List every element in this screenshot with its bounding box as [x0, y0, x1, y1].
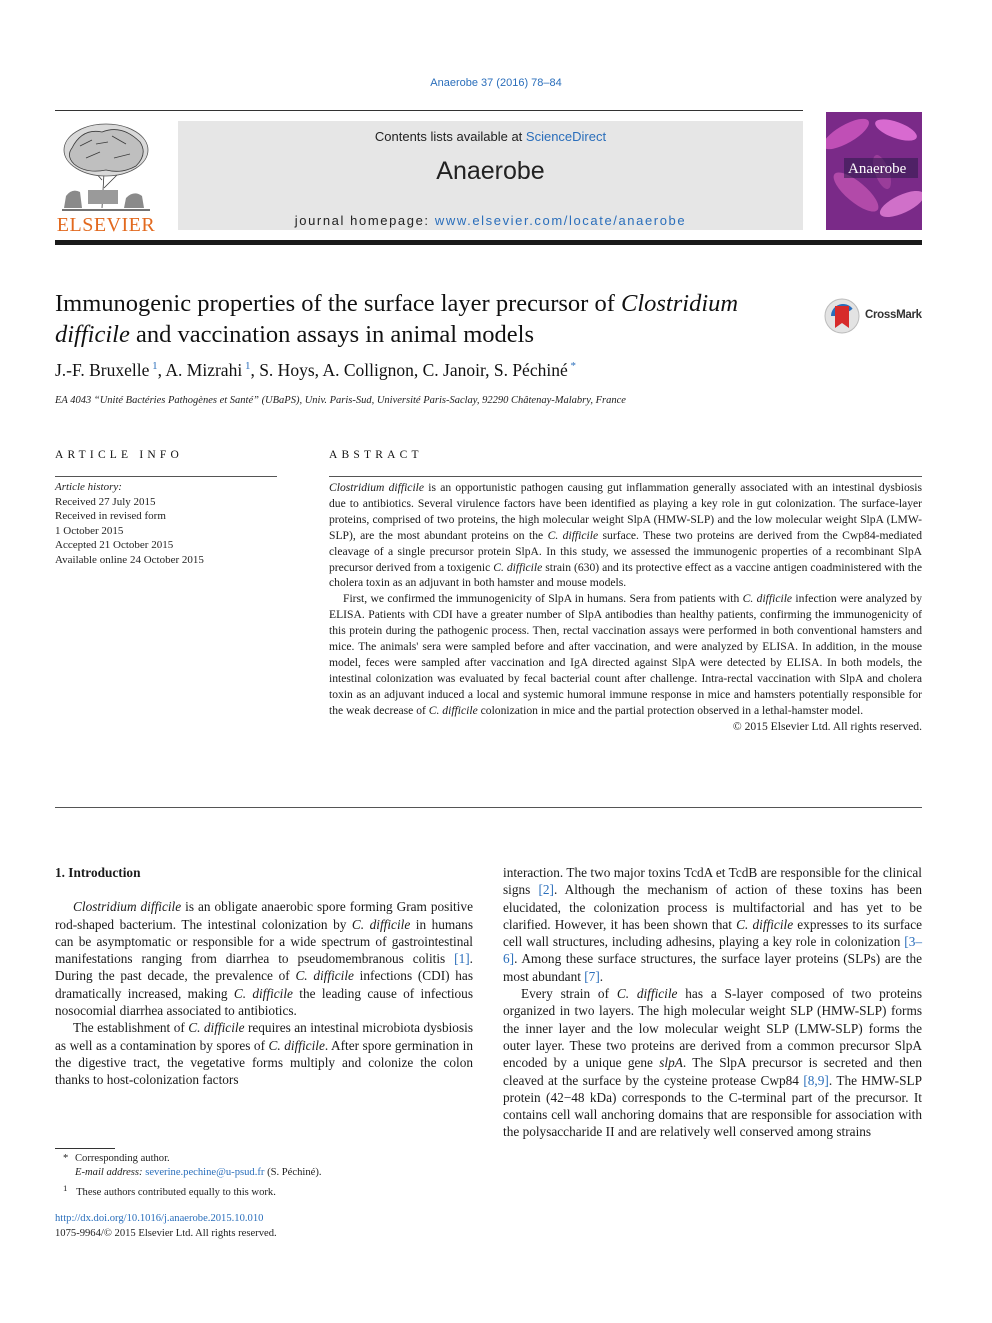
title-part-1: Immunogenic properties of the surface layer precursor of — [55, 290, 621, 317]
italic-term: C. difficile — [295, 968, 354, 984]
text-run: has a S-layer composed of two proteins organized in two layers. The high molecular weight SLP (HMW-SLP) forms the inner layer and the low molecular weight SLP (LMW-SLP) forms the outer layer. These two proteins are derived from a common precursor SlpA encoded by a unique gene — [503, 986, 922, 1071]
journal-title: Anaerobe — [436, 157, 545, 185]
footnote-email — [55, 1166, 473, 1180]
abstract-heading: ABSTRACT — [329, 449, 423, 461]
citation-link[interactable]: [1] — [454, 951, 470, 967]
intro-paragraph — [503, 864, 922, 985]
author-separator: , — [413, 360, 423, 380]
author-affiliation-mark[interactable]: 1 — [149, 360, 158, 373]
footnote-rule — [55, 1148, 115, 1149]
author-name[interactable]: A. Mizrahi — [165, 360, 243, 380]
text-run: Every strain of — [521, 986, 617, 1002]
footnote-corresponding — [55, 1152, 473, 1166]
journal-reference[interactable]: Anaerobe 37 (2016) 78–84 — [430, 77, 562, 89]
contents-prefix: Contents lists available at — [374, 129, 526, 144]
equal-mark: 1 — [63, 1182, 68, 1193]
citation-link[interactable]: [7] — [584, 968, 600, 984]
author-separator: , — [314, 360, 323, 380]
article-history — [55, 480, 277, 568]
author-name[interactable]: J.-F. Bruxelle — [55, 360, 150, 380]
section-heading: 1. Introduction — [55, 865, 141, 880]
text-run: infection were analyzed by ELISA. Patients with CDI have a greater number of SlpA antibodies than healthy patients, confirming the immunogenicity of this protein during the pathogenic process. Then, rectal vaccination assays were performed in both conventional hamsters and mice. The animals' sera were sampled before and after vaccination, and were analyzed by ELISA. In addition, in the mouse model, feces were sampled after vaccination and IgA directed against SlpA were detected by ELISA. In both models, the intestinal colonization was evaluated by fecal bacterial count after challenge. Intra-rectal vaccination with SlpA and cholera toxin as an adjuvant induced a local and systemic humoral immune response in mice and hamsters potentially responsible for the weak decrease of — [329, 592, 922, 717]
abstract-body — [329, 480, 922, 735]
italic-term: C. difficile — [493, 560, 543, 574]
italic-term: C. difficile — [742, 592, 793, 606]
article-title — [55, 288, 815, 350]
italic-term: C. difficile — [428, 703, 478, 717]
text-run: strain (630) and its protective effect as a vaccine antigen coadministered with the cholera toxin as an adjuvant in both hamster and mouse models. — [329, 560, 922, 590]
elsevier-wordmark: ELSEVIER — [56, 214, 156, 236]
header-top-rule — [55, 110, 803, 111]
author-affiliation-mark[interactable]: 1 — [242, 360, 251, 373]
footnote-equal — [55, 1181, 473, 1201]
text-run: . Among these surface structures, the surface layer proteins (SLPs) are the most abundant — [503, 951, 922, 984]
italic-term: slpA — [659, 1055, 683, 1071]
author-name[interactable]: S. Hoys — [259, 360, 315, 380]
author-separator: , — [157, 360, 166, 380]
text-run: . After spore germination in the digestive tract, the vegetative forms multiply and colonize the colon thanks to host-colonization factors — [55, 1037, 473, 1088]
equal-text: These authors contributed equally to this work. — [76, 1187, 276, 1199]
corresponding-text: Corresponding author. — [74, 1153, 170, 1164]
article-info-heading: ARTICLE INFO — [55, 449, 183, 461]
homepage-prefix: journal homepage: — [294, 213, 435, 228]
text-run: is an opportunistic pathogen causing gut inflammation generally associated with an intestinal dysbiosis due to antibiotics. Several virulence factors have been identified as playing a key role in gut colonization. The surface-layer proteins, comprised of two proteins, the high molecular weight SlpA (HMW-SLP) and the low molecular weight SlpA (LMW-SLP), are the most abundant proteins on the — [329, 481, 922, 542]
crossmark-label: CrossMark — [865, 309, 922, 321]
text-run: . — [599, 968, 604, 984]
doi-link[interactable]: http://dx.doi.org/10.1016/j.anaerobe.2015.10.010 — [55, 1213, 264, 1224]
italic-term: C. difficile — [616, 986, 678, 1002]
text-run: . Although the mechanism of action of these toxins has been elucidated, the colonization process is multifactorial and has yet to be clarified. However, it has been shown that — [503, 882, 922, 932]
title-part-2: and vaccination assays in animal models — [129, 321, 534, 348]
history-line: 1 October 2015 — [55, 524, 124, 537]
email-suffix: (S. Péchiné). — [267, 1167, 322, 1179]
text-run: requires an intestinal microbiota dysbiosis as well as a contamination by spores of — [55, 1020, 473, 1053]
abstract-rule — [329, 476, 922, 477]
citation-link[interactable]: [8,9] — [803, 1072, 829, 1088]
text-run: surface. These two proteins are derived from the Cwp84-mediated cleavage of a single precursor protein SlpA. In this study, we assessed the immunogenic properties of a recombinant SlpA precursor derived from a toxigenic — [329, 528, 922, 574]
intro-paragraph — [55, 898, 473, 1019]
article-info-rule — [55, 476, 277, 477]
footnotes — [55, 1152, 473, 1201]
text-run: interaction. The two major toxins TcdA et TcdB are responsible for the clinical signs — [503, 865, 922, 898]
issn-line: 1075-9964/© 2015 Elsevier Ltd. All rights reserved. — [55, 1228, 277, 1239]
journal-cover-image[interactable] — [826, 112, 922, 230]
citation-link[interactable]: [3–6] — [503, 934, 922, 967]
intro-paragraph — [55, 1019, 473, 1088]
intro-paragraph — [503, 985, 922, 1141]
homepage-link[interactable]: www.elsevier.com/locate/anaerobe — [434, 213, 687, 228]
author-separator: , — [485, 360, 494, 380]
text-run: . During the past decade, the prevalence of — [55, 951, 473, 984]
text-run: . The HMW-SLP protein (42−48 kDa) corresponds to the C-terminal part of the precursor. It contains cell wall anchoring domains that are responsible for association with the polysaccharide II and are relatively well conserved among strains — [503, 1072, 922, 1140]
history-line: Accepted 21 October 2015 — [55, 539, 174, 552]
history-line: Available online 24 October 2015 — [55, 553, 204, 566]
text-run: the leading cause of infectious nosocomial diarrhea associated to antibiotics. — [55, 985, 473, 1019]
history-line: Received in revised form — [55, 510, 166, 523]
header-thick-rule — [55, 240, 922, 245]
abstract-copyright: © 2015 Elsevier Ltd. All rights reserved. — [732, 719, 922, 733]
italic-term: C. difficile — [188, 1020, 245, 1036]
text-run: The establishment of — [73, 1020, 189, 1036]
italic-term: C. difficile — [547, 528, 599, 542]
author-affiliation-mark[interactable]: * — [567, 360, 576, 373]
abstract-paragraph-2 — [329, 591, 922, 718]
text-run: in humans can be asymptomatic or responsible for a wide spectrum of gastrointestinal manifestations ranging from diarrhea to pseudomembranous colitis — [55, 916, 474, 967]
italic-term: C. difficile — [233, 985, 293, 1001]
author-list — [55, 360, 915, 381]
affiliation: EA 4043 “Unité Bactéries Pathogènes et Santé” (UBaPS), Univ. Paris-Sud, Université Paris-Saclay, 92290 Châtenay-Malabry, France — [55, 395, 626, 406]
crossmark-badge[interactable] — [824, 296, 924, 336]
text-run: colonization in mice and the partial protection observed in a lethal-hamster model. — [477, 703, 864, 717]
author-name[interactable]: S. Péchiné — [493, 360, 568, 380]
abstract-bottom-rule — [55, 807, 922, 808]
author-name[interactable]: A. Collignon — [322, 360, 414, 380]
journal-masthead — [178, 121, 803, 230]
sciencedirect-link[interactable]: ScienceDirect — [525, 129, 607, 144]
history-line: Received 27 July 2015 — [55, 495, 156, 508]
italic-term: C. difficile — [351, 916, 411, 932]
italic-term: Clostridium difficile — [73, 899, 182, 915]
email-link[interactable]: severine.pechine@u-psud.fr — [145, 1167, 265, 1179]
italic-term: Clostridium difficile — [329, 481, 425, 494]
author-separator: , — [250, 360, 260, 380]
corresponding-mark: * — [63, 1153, 69, 1164]
intro-column-left — [55, 864, 473, 1089]
cover-title-text: Anaerobe — [848, 161, 907, 177]
text-run: . The SlpA precursor is secreted and then cleaved at the surface by the cysteine protease Cwp84 — [503, 1055, 922, 1088]
crossmark-icon — [824, 296, 864, 336]
italic-term: C. difficile — [268, 1037, 325, 1053]
citation-link[interactable]: [2] — [538, 882, 554, 898]
email-label: E-mail address: — [75, 1167, 143, 1179]
italic-term: C. difficile — [736, 916, 794, 932]
doi-block — [55, 1211, 473, 1241]
text-run: First, we confirmed the immunogenicity of SlpA in humans. Sera from patients with — [343, 592, 743, 606]
text-run: is an obligate anaerobic spore forming Gram positive rod-shaped bacterium. The intestinal colonization by — [55, 899, 473, 932]
title-organism: Clostridium difficile — [55, 290, 739, 348]
contents-line — [178, 129, 803, 144]
text-run: expresses to its surface cell wall structures, including adhesins, playing a key role in colonization — [503, 916, 923, 950]
text-run: infections (CDI) has dramatically increased, making — [55, 968, 474, 1001]
history-label: Article history: — [55, 481, 122, 493]
author-name[interactable]: C. Janoir — [422, 360, 486, 380]
intro-column-right — [503, 864, 922, 1141]
abstract-paragraph-1 — [329, 480, 922, 591]
homepage-line — [178, 213, 803, 228]
